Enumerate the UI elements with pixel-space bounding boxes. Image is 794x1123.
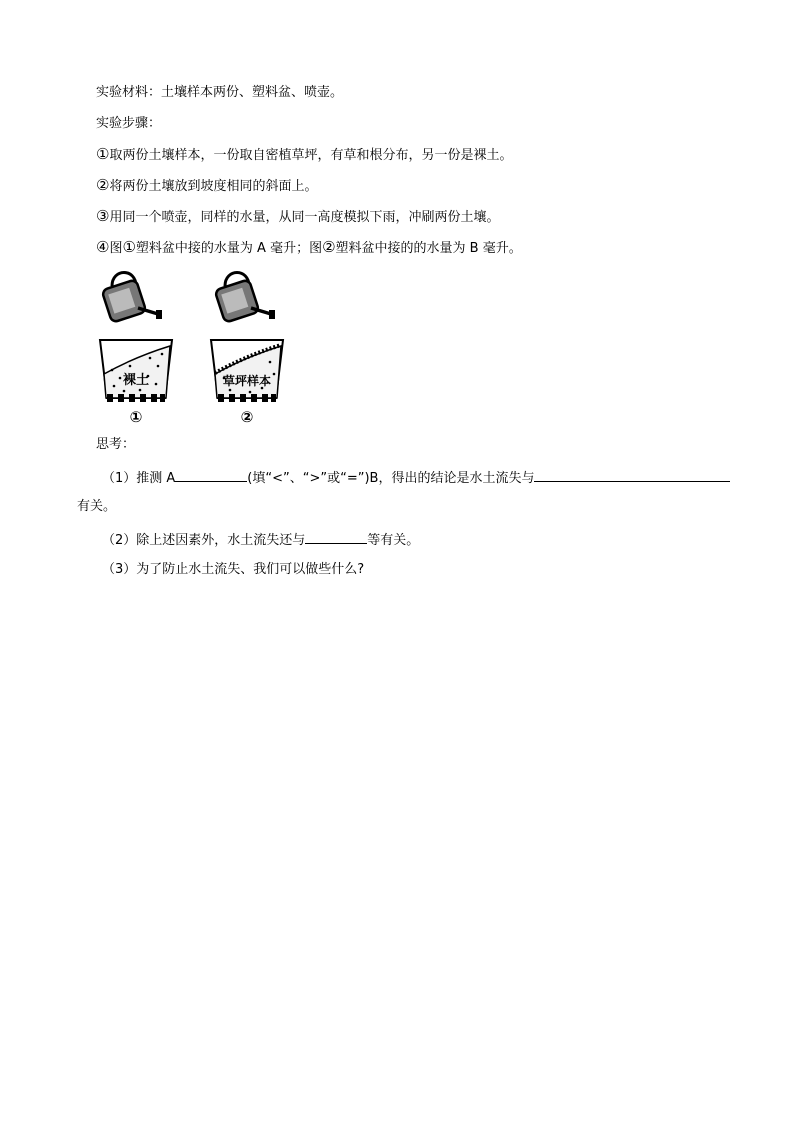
step-4-text-c: 塑料盆中接的的水量为 B 毫升。 [335, 241, 522, 256]
step-1 [96, 145, 512, 165]
experiment-figure [90, 266, 310, 428]
step-4 [96, 238, 522, 258]
think-heading: 思考： [96, 437, 136, 452]
answer-blank-1[interactable] [175, 467, 247, 482]
answer-blank-3[interactable] [305, 529, 367, 544]
question-1-prefix: （1）推测 A [102, 471, 176, 486]
step-3 [96, 207, 499, 227]
step-2-text: 将两份土壤放到坡度相同的斜面上。 [109, 179, 318, 194]
watering-can-icon [102, 273, 162, 323]
step-4-text-b: 塑料盆中接的水量为 A 毫升；图 [135, 241, 323, 256]
pot-1-label: 裸土 [122, 373, 150, 388]
step-4-mark: ④ [96, 238, 110, 256]
question-2-suffix: 等有关。 [367, 533, 420, 548]
question-1-middle: (填“<”、“>”或“=”)B，得出的结论是水土流失与 [247, 471, 535, 486]
pot-2-number: ② [240, 408, 254, 426]
step-4-text-a: 图 [109, 241, 123, 256]
step-4-mark-2: ① [122, 238, 136, 256]
materials-line: 实验材料：土壤样本两份、塑料盆、喷壶。 [96, 85, 344, 100]
pot-bare-soil [100, 340, 172, 426]
question-1-suffix: 有关。 [77, 499, 117, 514]
question-1 [102, 467, 730, 488]
question-2-prefix: （2）除上述因素外，水土流失还与 [102, 533, 306, 548]
step-2 [96, 176, 317, 196]
question-3: （3）为了防止水土流失、我们可以做些什么? [102, 562, 365, 577]
step-3-text: 用同一个喷壶，同样的水量，从同一高度模拟下雨，冲刷两份土壤。 [109, 210, 500, 225]
answer-blank-2[interactable] [534, 467, 730, 482]
watering-can-icon [215, 273, 275, 323]
pot-lawn-sample [211, 340, 283, 426]
step-1-text: 取两份土壤样本，一份取自密植草坪，有草和根分布，另一份是裸土。 [109, 148, 513, 163]
pot-1-number: ① [129, 408, 143, 426]
step-1-mark: ① [96, 145, 110, 163]
step-4-mark-3: ② [322, 238, 336, 256]
pot-2-label: 草坪样本 [222, 374, 272, 388]
steps-heading: 实验步骤： [96, 116, 162, 131]
question-2 [102, 529, 419, 550]
step-3-mark: ③ [96, 207, 110, 225]
step-2-mark: ② [96, 176, 110, 194]
